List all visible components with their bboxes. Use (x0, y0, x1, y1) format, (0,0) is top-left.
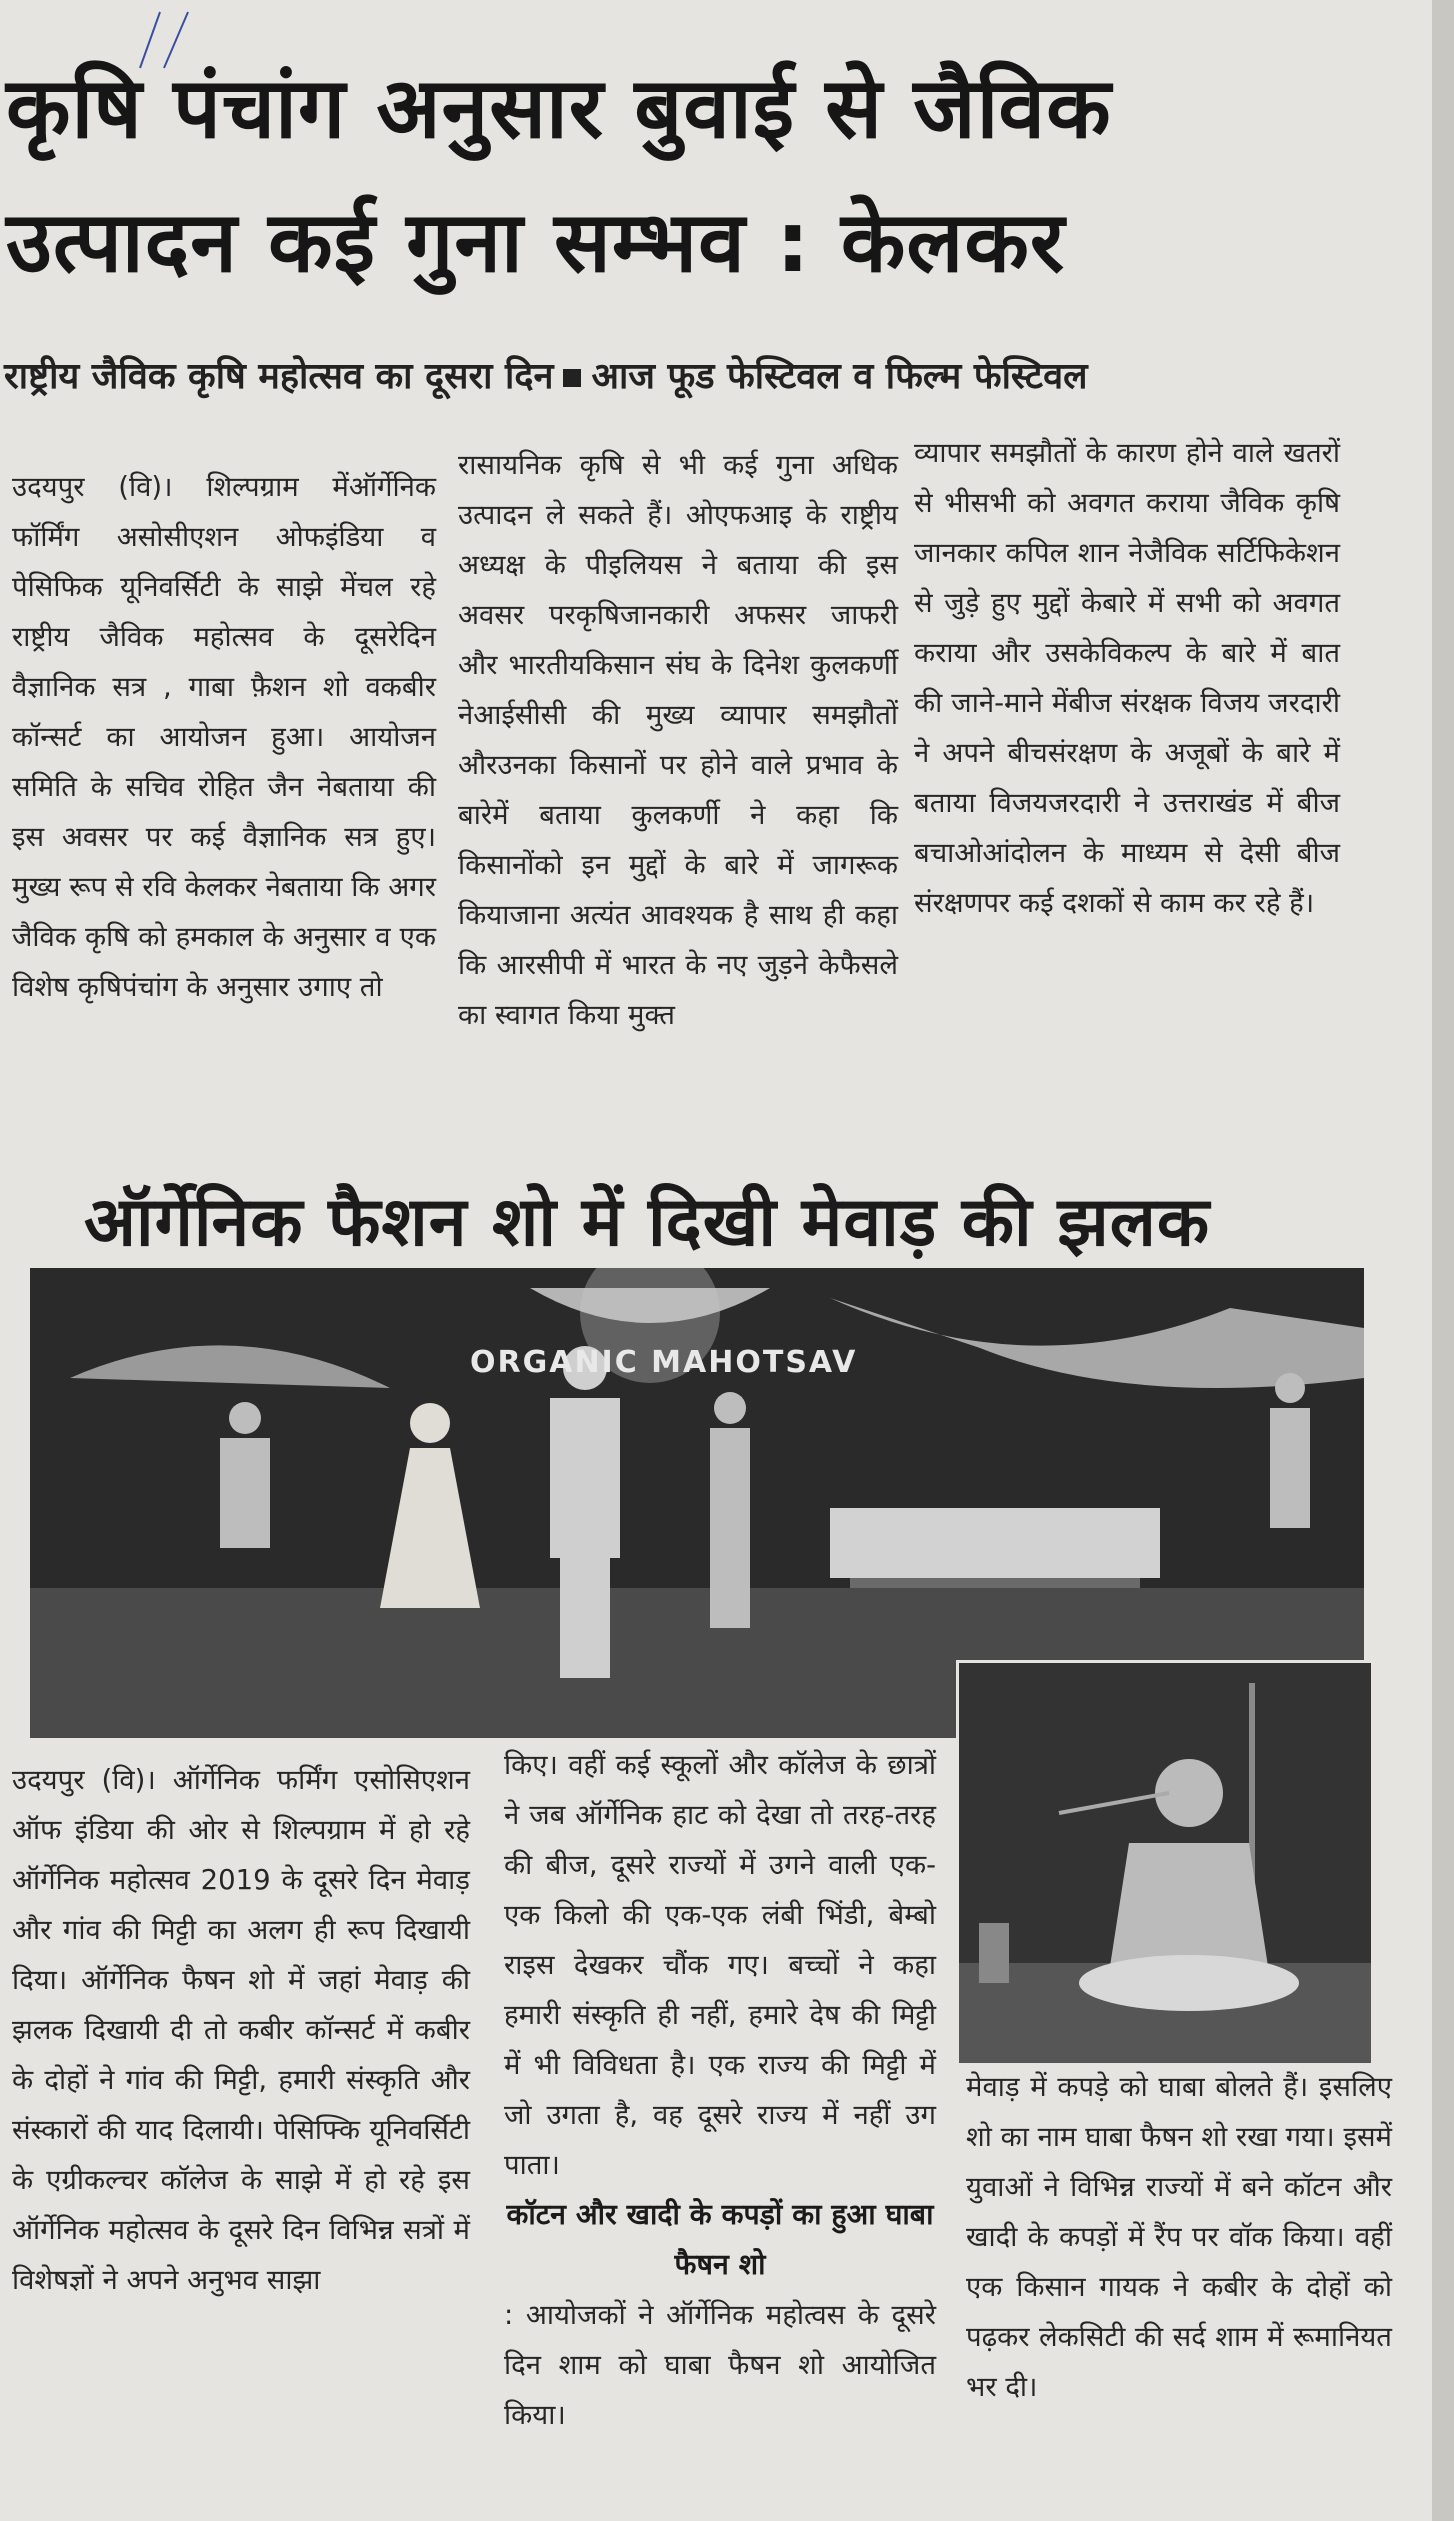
subheadline-right: आज फूड फेस्टिवल व फिल्म फेस्टिवल (591, 356, 1088, 397)
subheadline-left: राष्ट्रीय जैविक कृषि महोत्सव का दूसरा दिन (4, 356, 554, 397)
article1-column-2 (458, 440, 898, 1040)
article2-col2-text-a: किए। वहीं कई स्कूलों और कॉलेज के छात्रों ने जब ऑर्गेनिक हाट को देखा तो तरह-तरह की बीज, दूसरे राज्यों में उगने वाली एक-एक किलो की एक-एक लंबी भिंडी, बेम्बो राइस देखकर चौंक गए। बच्चों ने कहा हमारी संस्कृति ही नहीं, हमारे देष की मिट्टी में भी विविधता है। एक राज्य की मिट्टी में जो उगता है, वह दूसरे राज्य में नहीं उग पाता। (504, 1749, 936, 2181)
article1-col3-text: व्यापार समझौतों के कारण होने वाले खतरों से भीसभी को अवगत कराया जैविक कृषि जानकार कपिल शान नेजैविक सर्टिफिकेशन से जुड़े हुए मुद्दों केबारे में सभी को अवगत कराया और उसकेविकल्प के बारे में बात की जाने-माने मेंबीज संरक्षक विजय जरदारी ने अपने बीचसंरक्षण के अजूबों के बारे में बताया विजयजरदारी ने उत्तराखंड में बीज बचाओआंदोलन के माध्यम से देसी बीज संरक्षणपर कई दशकों से काम कर रहे हैं। (914, 437, 1340, 919)
singer-illustration (959, 1663, 1371, 2063)
article2-headline: ऑर्गेनिक फैशन शो में दिखी मेवाड़ की झलक (84, 1183, 1211, 1262)
bullet-square-icon (563, 369, 581, 387)
kabir-concert-photo (956, 1660, 1374, 2066)
article1-column-1 (12, 462, 436, 1012)
article2-column-2 (504, 1740, 936, 2440)
article1-col1-text: उदयपुर (वि)। शिल्पग्राम मेंऑर्गेनिक फॉर्मिंग असोसीएशन ओफइंडिया व पेसिफिक यूनिवर्सिटी के साझे मेंचल रहे राष्ट्रीय जैविक महोत्सव के दूसरेदिन वैज्ञानिक सत्र , गाबा फ़ैशन शो वकबीर कॉन्सर्ट का आयोजन हुआ। आयोजन समिति के सचिव रोहित जैन नेबताया की इस अवसर पर कई वैज्ञानिक सत्र हुए। मुख्य रूप से रवि केलकर नेबताया कि अगर जैविक कृषि को हमकाल के अनुसार व एक विशेष कृषिपंचांग के अनुसार उगाए तो (12, 471, 436, 1003)
headline-line-2: उत्पादन कई गुना सम्भव : केलकर (6, 193, 1066, 291)
headline-line-1: कृषि पंचांग अनुसार बुवाई से जैविक (6, 59, 1112, 157)
subheadline (4, 350, 1344, 399)
article1-column-3 (914, 428, 1340, 928)
article2-subheading: कॉटन और खादी के कपड़ों का हुआ घाबा फैषन शो (506, 2198, 934, 2281)
article2-column-3 (966, 2062, 1392, 2412)
stage-banner-text: ORGANIC MAHOTSAV (470, 1345, 858, 1380)
paper-edge (1432, 0, 1454, 2521)
article1-col2-text: रासायनिक कृषि से भी कई गुना अधिक उत्पादन ले सकते हैं। ओएफआइ के राष्ट्रीय अध्यक्ष के पीइलियस ने बताया की इस अवसर परकृषिजानकारी अफसर जाफरी और भारतीयकिसान संघ के दिनेश कुलकर्णी नेआईसीसी की मुख्य व्यापार समझौतों औरउनका किसानों पर होने वाले प्रभाव के बारेमें बताया कुलकर्णी ने कहा कि किसानोंको इन मुद्दों के बारे में जागरूक कियाजाना अत्यंत आवश्यक है साथ ही कहा कि आरसीपी में भारत के नए जुड़ने केफैसले का स्वागत किया मुक्त (458, 449, 898, 1031)
article2-col3-text: मेवाड़ में कपड़े को घाबा बोलते हैं। इसलिए शो का नाम घाबा फैषन शो रखा गया। इसमें युवाओं ने विभिन्न राज्यों में बने कॉटन और खादी के कपड़ों में रैंप पर वॉक किया। वहीं एक किसान गायक ने कबीर के दोहों को पढ़कर लेकसिटी की सर्द शाम में रूमानियत भर दी। (966, 2071, 1392, 2403)
article2-col1-text: उदयपुर (वि)। ऑर्गेनिक फर्मिंग एसोसिएशन ऑफ इंडिया की ओर से शिल्पग्राम में हो रहे ऑर्गेनिक महोत्सव 2019 के दूसरे दिन मेवाड़ और गांव की मिट्टी का अलग ही रूप दिखायी दिया। ऑर्गेनिक फैषन शो में जहां मेवाड़ की झलक दिखायी दी तो कबीर कॉन्सर्ट में कबीर के दोहों ने गांव की मिट्टी, हमारी संस्कृति और संस्कारों की याद दिलायी। पेसिफ्कि यूनिवर्सिटी के एग्रीकल्चर कॉलेज के साझे में हो रहे इस ऑर्गेनिक महोत्सव के दूसरे दिन विभिन्न सत्रों में विशेषज्ञों ने अपने अनुभव साझा (12, 1764, 470, 2296)
article2-column-1 (12, 1755, 470, 2305)
article2-col2-text-b: : आयोजकों ने ऑर्गेनिक महोत्वस के दूसरे दिन शाम को घाबा फैषन शो आयोजित किया। (504, 2299, 936, 2431)
